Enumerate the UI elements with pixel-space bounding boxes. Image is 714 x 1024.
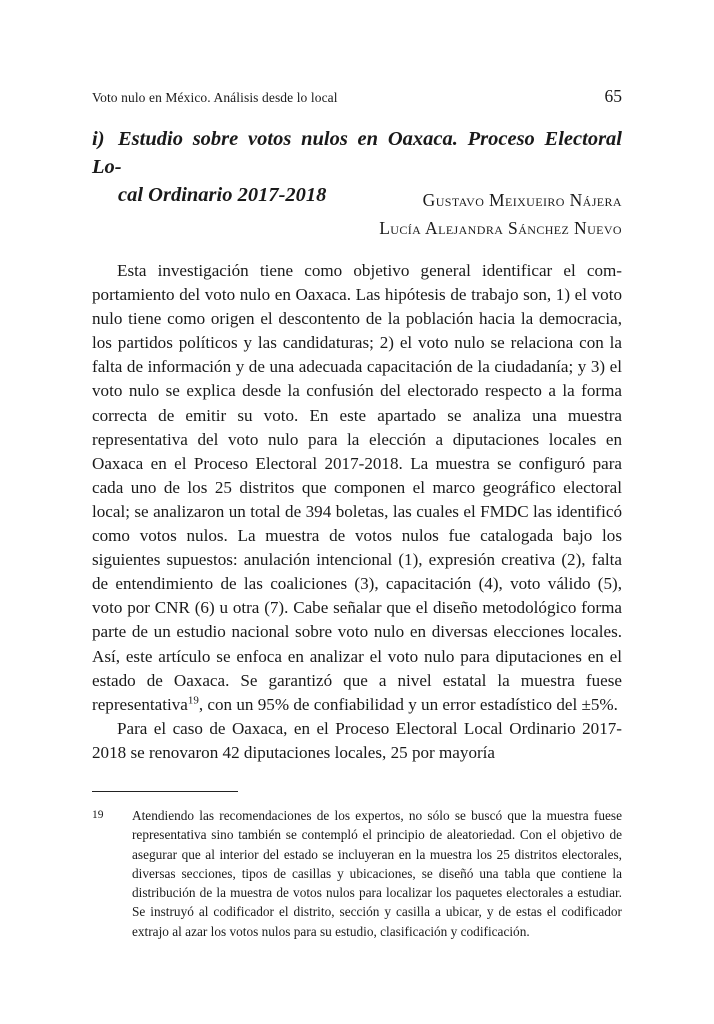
footnote-reference[interactable]: 19 xyxy=(187,694,199,706)
paragraph: Para el caso de Oaxaca, en el Proceso Electoral Local Ordinario 2017-2018 se renovaron 42 diputaciones locales, 25 por mayoría xyxy=(92,718,622,762)
section-title-line1: Estudio sobre votos nulos en Oaxaca. Proceso Electoral Lo- xyxy=(92,128,622,178)
paragraph xyxy=(92,259,622,717)
author-list xyxy=(92,186,622,242)
running-head-title: Voto nulo en México. Análisis desde lo local xyxy=(92,90,338,105)
footnote xyxy=(92,806,622,941)
paragraph-text: , con un 95% de confiabilidad y un error estadístico del ±5%. xyxy=(198,694,618,714)
running-head xyxy=(92,86,622,107)
footnote-text: Atendiendo las recomendaciones de los expertos, no sólo se buscó que la muestra fuese representativa sino también se contempló el principio de aleatoriedad. Con el objetivo de asegurar que al interior del estado se incluyeran en la muestra los 25 distritos electorales, diversas secciones, tipos de casillas y ubicaciones, se diseñó una tabla que contiene la distribución de la muestra de votos nulos para localizar los paquetes electorales a estudiar. Se instruyó al codificador el distrito, sección y casilla a ubicar, y de estas el codificador extrajo al azar los votos nulos para su estudio, clasificación y codificación. xyxy=(132,808,622,939)
footnote-number: 19 xyxy=(92,809,104,821)
footnote-divider xyxy=(92,791,238,792)
author-name: Gustavo Meixueiro Nájera xyxy=(422,190,622,210)
section-title-line2: cal Ordinario 2017-2018 xyxy=(118,184,327,206)
body-text xyxy=(92,259,622,765)
page-number: 65 xyxy=(604,86,622,106)
paragraph-text: Esta investigación tiene como objetivo general identificar el comportamiento del voto nulo en Oaxaca. Las hipótesis de trabajo son, 1) el voto nulo tiene como origen el descontento de la población hacia la democracia, los partidos políticos y las candidaturas; 2) el voto nulo se relaciona con la falta de información y de una adecuada capacitación de la ciudadanía; y 3) el voto nulo se explica desde la confusión del electorado respecto a la forma correcta de emitir su voto. En este apartado se analiza una muestra representativa del voto nulo para la elección a diputaciones locales en Oaxaca en el Proceso Electoral 2017-2018. La muestra se configuró para cada uno de los 25 distritos que componen el marco geográfico electoral local; se analizaron un total de 394 boletas, las cuales el FMDC las identificó como votos nulos. La muestra de votos nulos fue catalogada bajo los siguientes supuestos: anulación intencional (1), expresión creativa (2), falta de entendimiento de las coaliciones (3), capacitación (4), voto válido (5), voto por CNR (6) u otra (7). Cabe señalar que el diseño metodológico forma parte de un estudio nacional sobre voto nulo en diversas elecciones locales. Así, este artículo se enfoca en analizar el voto nulo para diputaciones en el estado de Oaxaca. Se garantizó que a nivel estatal la muestra fuese representativa xyxy=(92,261,622,714)
author-name: Lucía Alejandra Sánchez Nuevo xyxy=(379,218,622,238)
section-number: i) xyxy=(92,128,105,150)
